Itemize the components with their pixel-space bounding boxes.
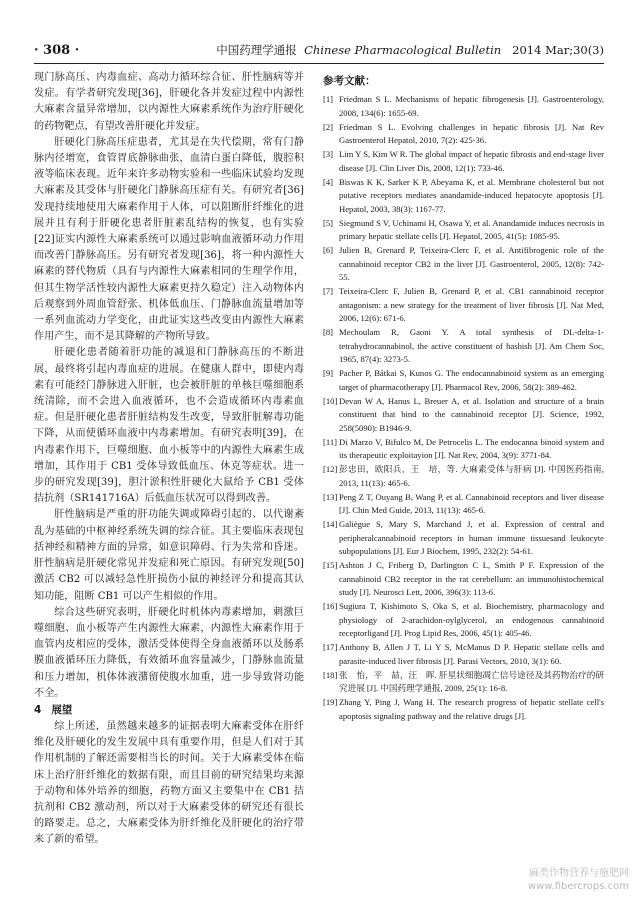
reference-text: 张 怡，平 喆，汪 晖. 肝星状细胞凋亡信号途径及其药物治疗的研究进展 [J]. 中国药理学通报, 2009, 25(1): 16-8. [339, 669, 604, 693]
watermark-line-cn: 麻类作物营养与施肥网 [529, 868, 629, 879]
section-number: 4 [34, 703, 42, 716]
references-column [323, 70, 604, 724]
reference-item [323, 463, 604, 490]
reference-text: Devan W A, Hanus L, Breuer A, et al. Isolation and structure of a brain constituent that bind to the cannabinoid receptor [J]. Science, 1992, 258(5090): B1946-9. [339, 395, 604, 433]
body-paragraph: 综合这些研究表明，肝硬化时机体内毒素增加，刺激巨噬细胞、血小板等产生内源性大麻素，内源性大麻素作用于血管内皮相应的受体，激活受体使得全身血液循环以及肠系膜血液循环压力降低，有效循环血容量减少，门静脉血流量和压力增加，机体体液潴留使腹水加重，进一步导致肾功能不全。 [34, 606, 304, 699]
reference-number: [11] [323, 436, 337, 447]
reference-item [323, 641, 604, 668]
references-title: 参考文献： [323, 75, 376, 87]
journal-title-en: Chinese Pharmacological Bulletin [304, 43, 502, 57]
reference-number: [4] [323, 176, 334, 187]
watermark-line-url: www.fibercrops.com [527, 881, 629, 892]
reference-number: [8] [323, 327, 334, 337]
reference-text: Julien B, Grenard P, Teixeira-Clerc F, et al. Antifibrogenic role of the cannabinoid receptor CB2 in the liver [J]. Gastroenterol, 2005, 12(8): 742-55. [339, 245, 604, 282]
journal-issue: 2014 Mar;30(3) [512, 43, 604, 57]
reference-item [323, 696, 604, 723]
journal-title-cn: 中国药理学通报 [216, 43, 297, 57]
reference-text: Sugiura T, Kishimoto S, Oka S, et al. Biochemistry, pharmacology and physiology of 2-arachidon-oylglycerol, an endogenous cannabinoid receptorligand [J]. Prog Lipid Res, 2006, 45(1): 405-46. [339, 601, 604, 638]
reference-number: [10] [323, 395, 338, 406]
reference-item [323, 285, 604, 326]
reference-number: [14] [323, 519, 338, 529]
reference-text: Friedman S L. Mechanisms of hepatic fibrogenesis [J]. Gastroenterology, 2008, 134(6): 1655-69. [339, 94, 604, 118]
reference-item [323, 93, 604, 120]
reference-number: [16] [323, 601, 338, 611]
reference-text: Biswas K K, Sarker K P, Abeyama K, et al. Membrane cholesterol but not putative receptors mediates anandamide-induced hepatocyte apoptosis [J]. Hepatol, 2003, 38(3): 1167-77. [339, 176, 604, 214]
section-title: 展望 [51, 703, 73, 716]
reference-text: Friedman S L. Evolving challenges in hepatic fibrosis [J]. Nat Rev Gastroenterol Hepatol, 2010, 7(2): 425-36. [339, 121, 604, 145]
reference-text: Siegmund S V, Uchinami H, Osawa Y, et al. Anandamide induces necrosis in primary hepatic stellate cells [J]. Hepatol, 2005, 41(5): 1085-95. [339, 217, 604, 241]
reference-number: [13] [323, 491, 338, 502]
reference-list [323, 93, 604, 723]
reference-item [323, 518, 604, 559]
reference-item [323, 395, 604, 436]
reference-item [323, 176, 604, 217]
reference-text: Peng Z T, Ouyang B, Wang P, et al. Cannabinoid receptors and liver disease [J]. Chin Med Guide, 2013, 11(13): 465-6. [339, 491, 604, 515]
reference-item [323, 244, 604, 285]
reference-text: Ashton J C, Friberg D, Darlington C L, Smith P F. Expression of the cannabinoid CB2 receptor in the rat cerebellum: an immunohistochemical study [J]. Neurosci Lett, 2006, 396(3): 113-6. [339, 560, 604, 597]
reference-number: [6] [323, 245, 334, 255]
reference-number: [12] [323, 464, 338, 474]
section-heading [34, 702, 304, 719]
reference-number: [9] [323, 368, 334, 378]
watermark [528, 867, 629, 893]
reference-text: Teixeira-Clerc F, Julien B, Grenard P, et al. CB1 cannabinoid receptor antagonism: a new strategy for the treatment of liver fibrosis [J]. Nat Med, 2006, 12(6): 671-6. [339, 286, 604, 323]
body-paragraph: 肝硬化门脉高压症患者，尤其是在失代偿期，常有门静脉内径增宽，食管胃底静脉曲张，血清白蛋白降低，腹腔积液等临床表现。近年来许多动物实验和一些临床试验均发现大麻素及其受体与肝硬化门静脉高压症有关。有研究者[36]发现持续地使用大麻素作用于人体，可以阻断肝纤维化的进展并且有利于肝硬化患者肝脏素乱结构的恢复，也有实验[22]证实内源性大麻素系统可以通过影响血液循环动力作用而改善门静脉高压。另有研究者发现[36]，将一种内源性大麻素的替代物质（具有与内源性大麻素相同的生理学作用，但其生物学活性较内源性大麻素更持久稳定）注入动物体内后观察到外周血管舒张、机体低血压、门静脉血流量增加等一系列血流动力学变化，由此证实这些改变由内源性大麻素作用产生，而不是其降解的产物所导致。 [34, 136, 304, 343]
reference-text: 彭忠田，欧阳兵，王 培，等. 大麻素受体与肝病 [J]. 中国医药指南, 2013, 11(13): 465-6. [339, 464, 604, 488]
reference-number: [3] [323, 149, 334, 159]
page-number: · 308 · [34, 43, 80, 58]
reference-text: Lim Y S, Kim W R. The global impact of hepatic fibrosis and end-stage liver disease [J]. Clin Liver Dis, 2008, 12(1): 733-46. [339, 149, 604, 173]
reference-number: [15] [323, 560, 338, 570]
reference-item [323, 600, 604, 641]
reference-number: [7] [323, 286, 334, 296]
reference-number: [19] [323, 697, 338, 707]
body-paragraph: 肝性脑病是严重的肝功能失调或障碍引起的、以代谢紊乱为基础的中枢神经系统失调的综合征。其主要临床表现包括神经和精神方面的异常，如意识障碍、行为失常和昏迷。肝性脑病是肝硬化常见并发症和死亡原因。有研究发现[50]激活 CB2 可以减轻急性肝损伤小鼠的神经评分和提高其认知功能，阻断 CB1 可以产生相似的作用。 [34, 509, 304, 602]
header-rule [34, 63, 604, 64]
left-column [34, 70, 304, 849]
reference-number: [17] [323, 642, 338, 652]
reference-item [323, 217, 604, 244]
reference-item [323, 491, 604, 518]
reference-item [323, 436, 604, 463]
reference-item [323, 367, 604, 394]
reference-item [323, 148, 604, 175]
journal-title [216, 42, 604, 58]
reference-item [323, 669, 604, 696]
reference-text: Mechoulam R, Gaoni Y. A total synthesis of DL-delta-1-tetrahydrocannabinol, the active constituent of hashish [J]. Am Chem Soc, 1965, 87(4): 3273-5. [339, 327, 604, 364]
body-paragraph: 肝硬化患者随着肝功能的减退和门静脉高压的不断进展，最终将引起内毒血症的进展。在健康人群中，即使内毒素有可能经门静脉进入肝脏，也会被肝脏的单核巨噬细胞系统清除，而不会进入血液循环，也不会造成循环内毒素血症。但是肝硬化患者肝脏结构发生改变，导致肝脏解毒功能下降，从而使循环血液中内毒素增加。有研究表明[39]，在内毒素作用下，巨噬细胞、血小板等中的内源性大麻素生成增加，其作用于 CB1 受体导致低血压、休克等症状。进一步的研究发现[39]，胆汁淤积性肝硬化大鼠给予 CB1 受体拮抗剂（SR141716A）后低血压状况可以得到改善。 [34, 347, 304, 505]
outlook-paragraph: 综上所述，虽然越来越多的证据表明大麻素受体在肝纤维化及肝硬化的发生发展中具有重要作用，但是人们对于其作用机制的了解还需要相当长的时间。关于大麻素受体在临床上治疗肝纤维化的数据有限，而且目前的研究结果均来源于动物和体外培养的细胞，药物方面又主要集中在 CB1 拮抗剂和 CB2 激动剂，所以对于大麻素受体的研究还有很长的路要走。总之，大麻素受体为肝纤维化及肝硬化的治疗带来了新的希望。 [34, 720, 304, 846]
reference-number: [1] [323, 94, 334, 104]
reference-text: Anthony B, Allen J T, Li Y S, McManus D P. Hepatic stellate cells and parasite-induced liver fibrosis [J]. Parasi Vectors, 2010, 3(1): 60. [339, 642, 604, 666]
reference-text: Zhang Y, Ping J, Wang H. The research progress of hepatic stellate cell's apoptosis signaling pathway and the relative drugs [J]. [339, 697, 604, 721]
reference-text: Galiègue S, Mary S, Marchand J, et al. Expression of central and peripheralcannabinoid receptors in human immune tissuesand leukocyte subpopulations [J]. Eur J Biochem, 1995, 232(2): 54-61. [339, 519, 604, 556]
body-paragraph: 现门脉高压、内毒血症、高动力循环综合征、肝性脑病等并发症。有学者研究发现[36]，肝硬化各并发症过程中内源性大麻素含量异常增加，以内源性大麻素系统作为治疗肝硬化的药物靶点，有望改善肝硬化并发症。 [34, 72, 304, 132]
reference-item [323, 559, 604, 600]
reference-text: Pacher P, Bátkai S, Kunos G. The endocannabinoid system as an emerging target of pharmacotherapy [J]. Pharmacol Rev, 2006, 58(2): 389-462. [339, 368, 604, 392]
reference-number: [5] [323, 217, 334, 228]
reference-text: Di Marzo V, Bifulco M, De Petrocelis L. The endocanna binoid system and its therapeutic exploitayion [J]. Nat Rev, 2004, 3(9): 3771-84. [339, 436, 604, 460]
reference-item [323, 121, 604, 148]
page-header [34, 36, 604, 58]
reference-item [323, 326, 604, 367]
reference-number: [18] [323, 669, 338, 680]
reference-number: [2] [323, 121, 334, 132]
